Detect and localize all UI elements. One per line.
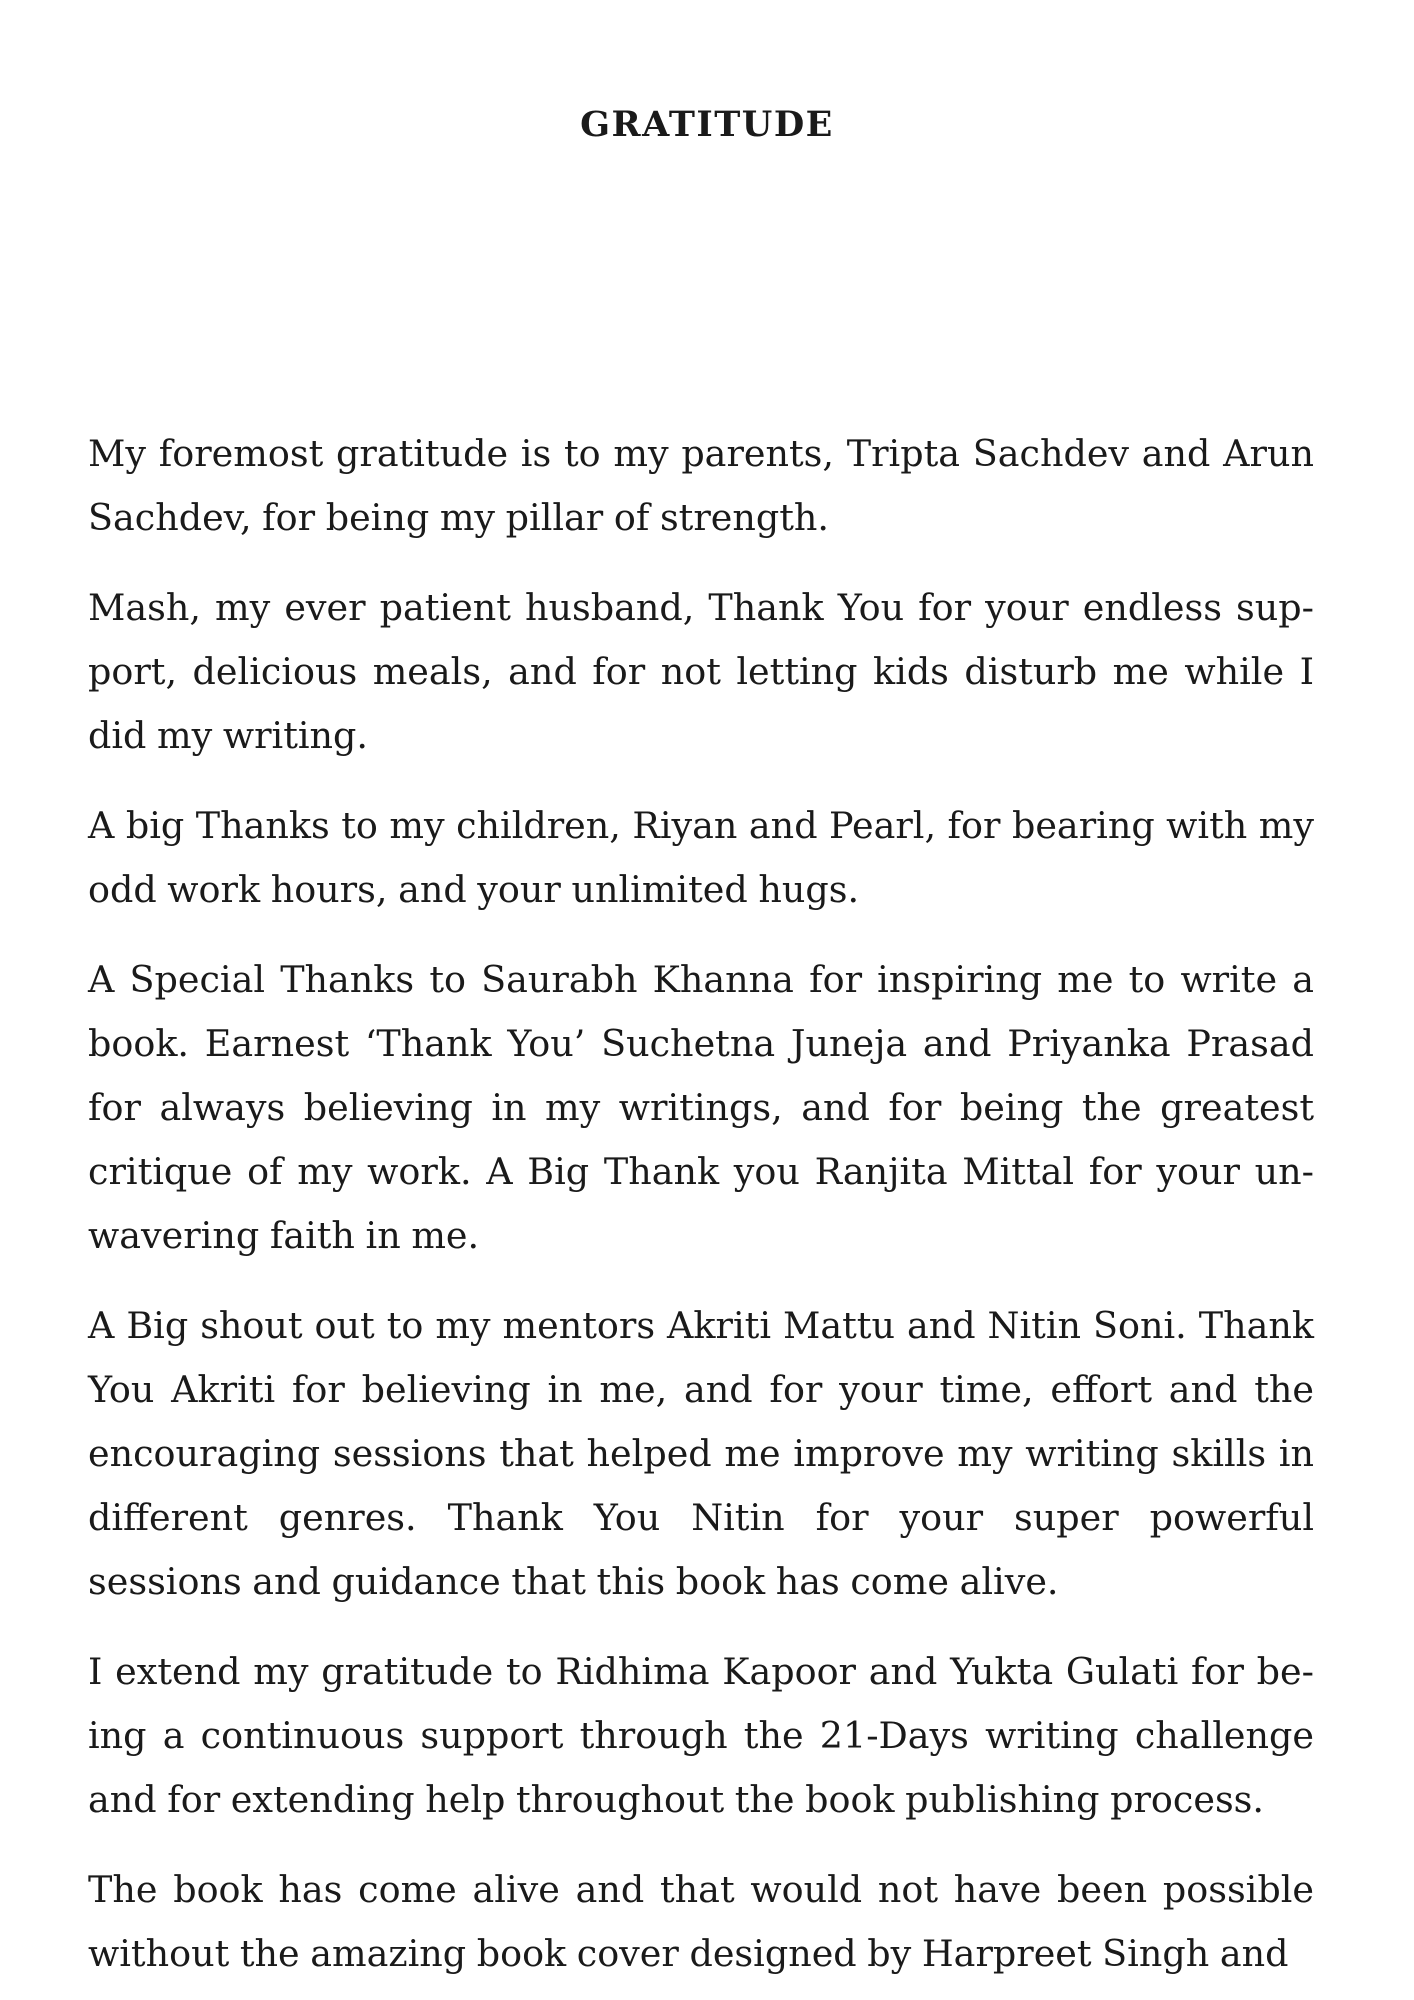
paragraph-special-thanks: A Special Thanks to Saurabh Khanna for inspiring me to write a book. Earnest ‘Thank You’ Suchetna Juneja and Priyanka Prasad for always believing in my writings, and for being the greatest critique of my work. A Big Thank you Ranjita Mittal for your unwavering faith in me. [88,958,1314,1257]
paragraph-husband: Mash, my ever patient husband, Thank You for your endless support, delicious meals, and for not letting kids disturb me while I did my writing. [88,586,1314,757]
paragraph-mentors: A Big shout out to my mentors Akriti Mattu and Nitin Soni. Thank You Akriti for believing in me, and for your time, effort and the encouraging sessions that helped me improve my writing skills in different genres. Thank You Nitin for your super powerful sessions and guidance that this book has come alive. [88,1304,1314,1603]
paragraph-book-cover: The book has come alive and that would not have been possible without the amazing book cover designed by Harpreet Singh and [88,1868,1314,1975]
paragraph-parents: My foremost gratitude is to my parents, Tripta Sachdev and Arun Sachdev, for being my pillar of strength. [88,432,1314,539]
paragraph-publishing-support: I extend my gratitude to Ridhima Kapoor and Yukta Gulati for being a continuous support through the 21-Days writing challenge and for extending help throughout the book publishing process. [88,1650,1314,1821]
page-title: GRATITUDE [580,104,834,145]
body-text [88,422,1314,2000]
paragraph-children: A big Thanks to my children, Riyan and Pearl, for bearing with my odd work hours, and your unlimited hugs. [88,804,1314,911]
